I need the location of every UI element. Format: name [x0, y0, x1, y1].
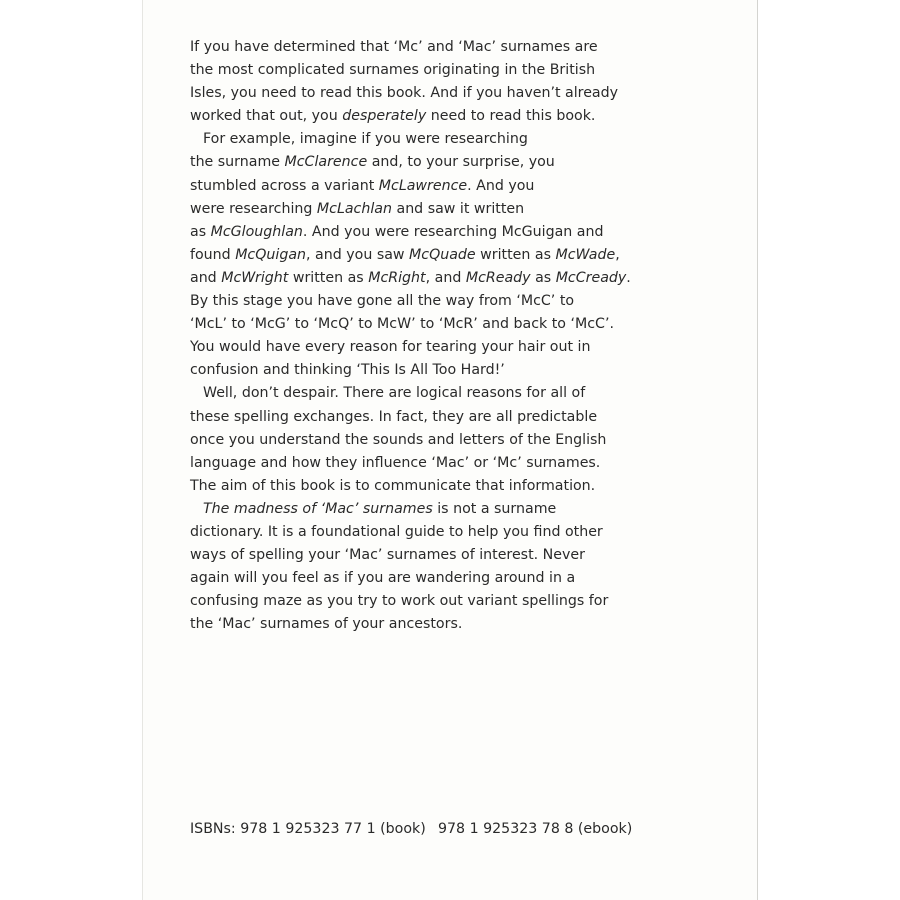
- text-run: the most complicated surnames originating in the British: [190, 62, 596, 79]
- text-line: [190, 82, 630, 105]
- text-line: [190, 221, 630, 244]
- text-run: once you understand the sounds and letters of the English: [190, 431, 607, 448]
- text-run: language and how they influence ‘Mac’ or ‘Mc’ surnames.: [190, 454, 601, 471]
- text-line: [190, 105, 630, 128]
- text-run: Well, don’t despair. There are logical reasons for all of: [203, 385, 586, 402]
- text-run: ‘McL’ to ‘McG’ to ‘McQ’ to McW’ to ‘McR’ and back to ‘McC’.: [190, 316, 614, 333]
- italic-text: McReady: [465, 269, 531, 286]
- italic-text: McRight: [368, 269, 426, 286]
- text-line: [190, 59, 630, 82]
- text-run: the ‘Mac’ surnames of your ancestors.: [190, 616, 463, 633]
- italic-text: McWright: [221, 269, 289, 286]
- paragraph: [190, 498, 630, 637]
- text-run: and, to your surprise, you: [367, 154, 555, 171]
- italic-text: McGloughlan: [210, 223, 303, 240]
- text-run: found: [190, 246, 236, 263]
- text-line: [190, 359, 630, 382]
- text-run: ,: [615, 246, 620, 263]
- text-line: [190, 128, 630, 151]
- text-line: [190, 175, 630, 198]
- text-line: [190, 613, 630, 636]
- text-run: , and: [425, 269, 466, 286]
- text-line: [190, 567, 630, 590]
- paragraph: [190, 382, 630, 497]
- text-run: again will you feel as if you are wandering around in a: [190, 570, 576, 587]
- italic-text: The madness of ‘Mac’ surnames: [203, 500, 433, 517]
- text-run: written as: [288, 269, 369, 286]
- text-run: For example, imagine if you were researching: [203, 131, 528, 148]
- text-line: [190, 336, 630, 359]
- text-line: [190, 382, 630, 405]
- paragraph: [190, 128, 630, 382]
- isbn-book: ISBNs: 978 1 925323 77 1 (book): [190, 821, 426, 837]
- text-run: . And you: [467, 177, 535, 194]
- text-line: [190, 429, 630, 452]
- text-run: The aim of this book is to communicate that information.: [190, 477, 596, 494]
- text-run: You would have every reason for tearing your hair out in: [190, 339, 591, 356]
- italic-text: McLachlan: [316, 200, 392, 217]
- text-line: [190, 406, 630, 429]
- italic-text: McClarence: [284, 154, 368, 171]
- text-run: , and you saw: [306, 246, 410, 263]
- text-line: [190, 521, 630, 544]
- text-run: were researching: [190, 200, 317, 217]
- italic-text: McLawrence: [378, 177, 468, 194]
- text-run: confusion and thinking ‘This Is All Too Hard!’: [190, 362, 505, 379]
- paragraph: [190, 36, 630, 128]
- italic-text: McQuade: [409, 246, 476, 263]
- text-run: .: [626, 269, 631, 286]
- italic-text: McQuigan: [235, 246, 307, 263]
- text-line: [190, 244, 630, 267]
- text-line: [190, 498, 630, 521]
- text-run: as: [530, 269, 556, 286]
- text-run: Isles, you need to read this book. And if you haven’t already: [190, 85, 619, 102]
- text-run: confusing maze as you try to work out variant spellings for: [190, 593, 609, 610]
- text-run: If you have determined that ‘Mc’ and ‘Mac’ surnames are: [190, 39, 598, 55]
- text-run: stumbled across a variant: [190, 177, 379, 194]
- text-run: dictionary. It is a foundational guide to help you find other: [190, 523, 603, 540]
- text-run: need to read this book.: [426, 108, 596, 125]
- text-line: [190, 36, 630, 59]
- text-line: [190, 544, 630, 567]
- text-line: [190, 198, 630, 221]
- text-line: [190, 313, 630, 336]
- isbn-ebook: 978 1 925323 78 8 (ebook): [438, 821, 633, 837]
- text-run: written as: [475, 246, 556, 263]
- text-run: these spelling exchanges. In fact, they are all predictable: [190, 408, 598, 425]
- text-line: [190, 267, 630, 290]
- text-run: the surname: [190, 154, 285, 171]
- text-run: as: [190, 223, 211, 240]
- text-run: and: [190, 269, 222, 286]
- blurb-text: [190, 36, 630, 636]
- text-run: worked that out, you: [190, 108, 343, 125]
- text-line: [190, 452, 630, 475]
- text-run: and saw it written: [391, 200, 525, 217]
- text-line: [190, 475, 630, 498]
- italic-text: desperately: [342, 108, 427, 125]
- text-run: By this stage you have gone all the way from ‘McC’ to: [190, 293, 575, 310]
- text-run: ways of spelling your ‘Mac’ surnames of interest. Never: [190, 547, 585, 564]
- text-line: [190, 151, 630, 174]
- text-run: . And you were researching McGuigan and: [302, 223, 604, 240]
- italic-text: McWade: [555, 246, 616, 263]
- text-line: [190, 590, 630, 613]
- text-line: [190, 290, 630, 313]
- italic-text: McCready: [555, 269, 627, 286]
- text-run: is not a surname: [432, 500, 557, 517]
